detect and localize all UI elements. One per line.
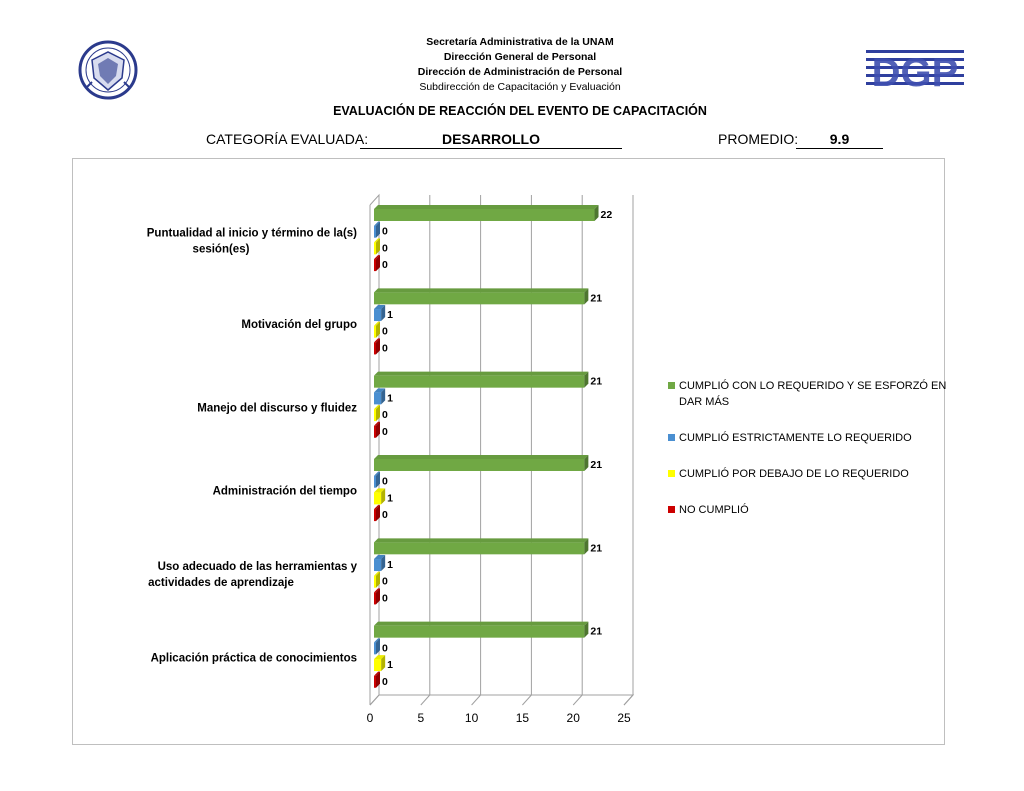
bar-value-label: 0 [382,225,388,238]
bar [374,242,376,254]
bar-value-label: 0 [382,475,388,488]
bar-value-label: 1 [387,392,394,405]
bar-value-label: 0 [382,409,388,422]
bar [374,409,376,421]
legend-label: CUMPLIÓ POR DEBAJO DE LO REQUERIDO [679,468,909,480]
chart-legend [668,378,948,538]
bar [374,626,584,638]
chart-floor [370,695,633,705]
category-label: actividades de aprendizaje [148,577,294,589]
bar [374,342,376,354]
bar-top [374,455,588,459]
bar [374,292,584,304]
header-line-1: Secretaría Administrativa de la UNAM [426,36,614,48]
category-label: Motivación del grupo [241,319,357,331]
bar [374,426,376,438]
legend-item [668,430,948,446]
bar-value-label: 0 [382,425,388,438]
bar-value-label: 0 [382,592,388,605]
bar [374,492,381,504]
bar-top [374,372,588,376]
bar [374,676,376,688]
bar-top [374,205,599,209]
x-tick-label: 20 [566,711,580,725]
report-title: EVALUACIÓN DE REACCIÓN DEL EVENTO DE CAPACITACIÓN [333,104,707,118]
bar-value-label: 0 [382,325,388,338]
x-tick-label: 25 [617,711,631,725]
bar [374,459,584,471]
category-label: Manejo del discurso y fluidez [197,402,357,415]
bar-value-label: 1 [387,492,394,505]
bar [374,659,381,671]
legend-swatch-green [668,382,675,389]
bar-value-label: 0 [382,509,388,522]
legend-swatch-yellow [668,470,675,477]
bar [374,209,595,221]
bar-value-label: 0 [382,259,388,272]
bar-value-label: 0 [382,675,388,688]
category-label: Administración del tiempo [212,485,357,498]
category-label: CATEGORÍA EVALUADA: [206,131,369,147]
bar [374,376,584,388]
bar [374,309,381,321]
legend-label: NO CUMPLIÓ [679,504,749,516]
category-label: sesión(es) [192,243,250,256]
bar [374,576,376,588]
header-line-4: Subdirección de Capacitación y Evaluación [419,81,621,93]
average-label: PROMEDIO: [718,131,799,147]
dgp-logo-text: DGP [871,51,959,95]
header-line-2: Dirección General de Personal [443,51,597,63]
bar-value-label: 21 [590,625,603,638]
x-tick-label: 5 [417,711,425,725]
average-value: 9.9 [796,131,883,149]
bar-value-label: 21 [590,375,603,388]
legend-label: CUMPLIÓ ESTRICTAMENTE LO REQUERIDO [679,432,912,444]
legend-swatch-red [668,506,675,513]
bar [374,259,376,271]
bar-value-label: 21 [590,542,603,555]
legend-item [668,502,948,518]
bar [374,509,376,521]
header-line-3: Dirección de Administración de Personal [417,66,623,78]
x-tick-label: 0 [366,711,374,725]
x-tick-label: 10 [464,711,479,725]
legend-label: CUMPLIÓ CON LO REQUERIDO Y SE ESFORZÓ EN DAR MÁS [679,380,947,408]
bar [374,559,381,571]
legend-item [668,378,948,410]
bar-value-label: 0 [382,342,388,355]
bar-value-label: 1 [387,659,394,672]
bar [374,476,376,488]
bar [374,592,376,604]
legend-item [668,466,948,482]
bar [374,642,376,654]
bar-value-label: 0 [382,575,388,588]
category-label: Aplicación práctica de conocimientos [150,652,357,665]
bar-value-label: 21 [590,459,603,471]
bar-value-label: 1 [387,559,394,572]
bar-value-label: 0 [382,642,388,655]
x-tick-label: 15 [515,711,530,725]
legend-swatch-blue [668,434,675,441]
category-label: Puntualidad al inicio y término de la(s) [146,227,357,240]
category-label: Uso adecuado de las herramientas y [157,561,357,573]
bar-value-label: 21 [590,292,603,305]
bar-value-label: 0 [382,242,388,255]
category-value: DESARROLLO [360,131,622,149]
bar-top [374,288,588,292]
bar [374,326,376,338]
bar-value-label: 22 [600,209,613,221]
bar [374,226,376,238]
bar [374,542,584,554]
bar-value-label: 1 [387,309,394,322]
bar-top [374,622,588,626]
bar [374,392,381,404]
bar-top [374,538,588,542]
